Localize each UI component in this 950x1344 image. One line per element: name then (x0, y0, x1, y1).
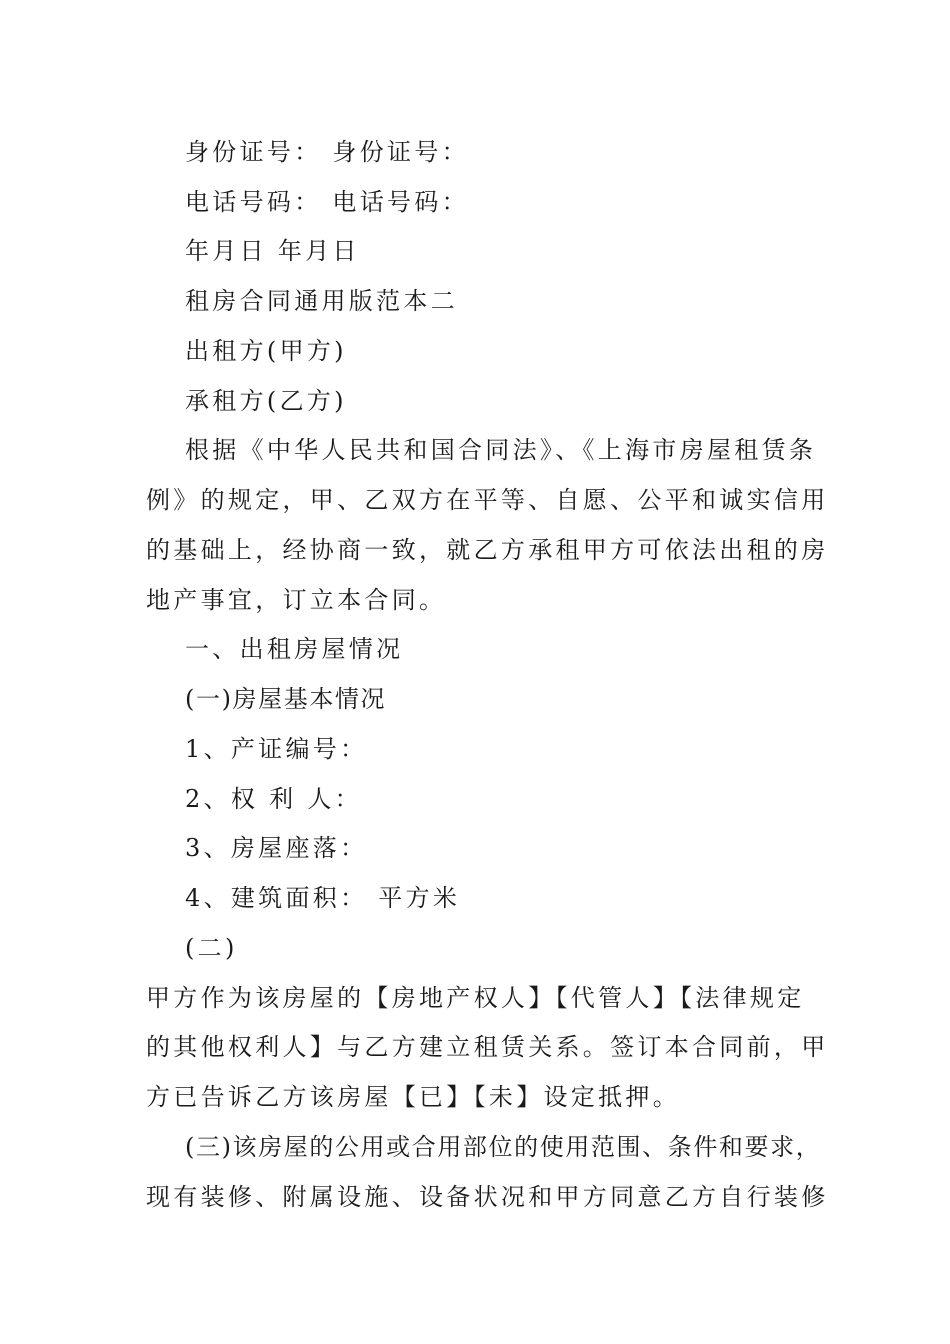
ownership-line-3: 方已告诉乙方该房屋【已】【未】设定抵押。 (146, 1083, 680, 1111)
ownership-line-2: 的其他权利人】与乙方建立租赁关系。签订本合同前，甲 (146, 1033, 829, 1061)
preamble-line-3: 的基础上，经协商一致，就乙方承租甲方可依法出租的房 (146, 536, 829, 564)
contract-title: 租房合同通用版范本二 (185, 287, 458, 315)
item-floor-area: 4、建筑面积： 平方米 (185, 884, 461, 912)
ownership-line-1: 甲方作为该房屋的【房地产权人】【代管人】【法律规定 (146, 984, 805, 1012)
preamble-line-4: 地产事宜，订立本合同。 (146, 586, 447, 614)
item-location: 3、房屋座落： (185, 834, 368, 862)
preamble-line-1: 根据《中华人民共和国合同法》、《上海市房屋租赁条 (185, 436, 817, 464)
preamble-line-2: 例》的规定，甲、乙双方在平等、自愿、公平和诚实信用 (146, 486, 829, 514)
shared-areas-line-1: (三)该房屋的公用或合用部位的使用范围、条件和要求， (185, 1133, 822, 1161)
item-certificate-number: 1、产证编号： (185, 735, 368, 763)
lessor-line: 出租方(甲方) (185, 337, 347, 365)
subsection-heading-1: (一)房屋基本情况 (185, 685, 387, 713)
lessee-line: 承租方(乙方) (185, 387, 347, 415)
item-rights-holder: 2、权 利 人： (185, 785, 362, 813)
section-heading-1: 一、出租房屋情况 (185, 635, 404, 663)
date-line: 年月日 年月日 (185, 237, 360, 265)
phone-number-line: 电话号码： 电话号码： (185, 188, 469, 216)
id-number-line: 身份证号： 身份证号： (185, 138, 469, 166)
shared-areas-line-2: 现有装修、附属设施、设备状况和甲方同意乙方自行装修 (146, 1183, 829, 1211)
subsection-heading-2: (二) (185, 934, 238, 962)
